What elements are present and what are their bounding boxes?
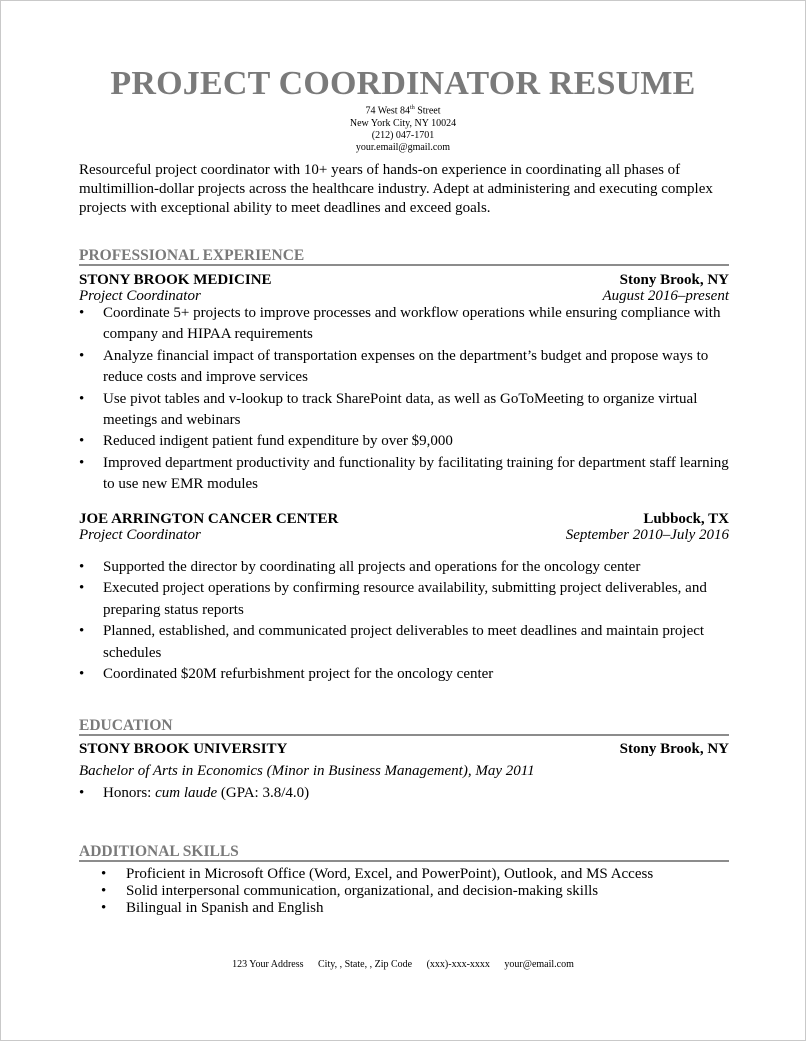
contact-street: 74 West 84th Street	[365, 105, 441, 117]
education-location: Stony Brook, NY	[619, 741, 729, 757]
job-1-bullets	[79, 303, 729, 496]
summary-paragraph: Resourceful project coordinator with 10+ years of hands-on experience in coordinating all phases of multimillion-dollar projects across the healthcare industry. Adept at administering and executing complex projects with exceptional ability to meet deadlines and exceed goals.	[79, 162, 713, 216]
section-heading-experience: PROFESSIONAL EXPERIENCE	[79, 247, 729, 266]
education-bullets	[79, 783, 729, 804]
list-item: • Coordinated $20M refurbishment project for the oncology center	[79, 664, 729, 685]
job-1-dates: August 2016–present	[602, 288, 729, 304]
list-item: • Coordinate 5+ projects to improve processes and workflow operations while ensuring compliance with company and HIPAA requirements	[79, 303, 729, 346]
section-heading-education: EDUCATION	[79, 717, 729, 736]
section-heading-skills: ADDITIONAL SKILLS	[79, 843, 729, 862]
job-2-header	[79, 511, 729, 528]
job-2-bullets	[79, 557, 729, 685]
list-item: • Planned, established, and communicated project deliverables to meet deadlines and maintain project schedules	[79, 621, 729, 664]
contact-block	[1, 102, 805, 154]
resume-title: PROJECT COORDINATOR RESUME	[110, 65, 696, 102]
list-item: • Honors: cum laude (GPA: 3.8/4.0)	[79, 783, 729, 804]
job-1-employer: STONY BROOK MEDICINE	[79, 272, 272, 288]
list-item: • Use pivot tables and v-lookup to track SharePoint data, as well as GoToMeeting to organize virtual meetings and webinars	[79, 389, 729, 432]
footer-email: your@email.com	[504, 959, 574, 970]
contact-phone: (212) 047-1701	[371, 129, 435, 141]
job-1-role: Project Coordinator	[79, 288, 201, 304]
job-2-subheader	[79, 527, 729, 544]
list-item: • Executed project operations by confirming resource availability, submitting project deliverables, and preparing status reports	[79, 578, 729, 621]
list-item: • Analyze financial impact of transportation expenses on the department’s budget and propose ways to reduce costs and improve services	[79, 346, 729, 389]
list-item: • Bilingual in Spanish and English	[101, 900, 729, 917]
contact-city: New York City, NY 10024	[349, 117, 457, 129]
education-degree-row	[79, 763, 729, 780]
list-item: • Solid interpersonal communication, organizational, and decision-making skills	[101, 883, 729, 900]
list-item: • Proficient in Microsoft Office (Word, Excel, and PowerPoint), Outlook, and MS Access	[101, 866, 729, 883]
education-degree: Bachelor of Arts in Economics (Minor in Business Management), May 2011	[79, 763, 535, 779]
job-2-employer: JOE ARRINGTON CANCER CENTER	[79, 511, 339, 527]
job-2-role: Project Coordinator	[79, 527, 201, 543]
list-item: • Supported the director by coordinating all projects and operations for the oncology center	[79, 557, 729, 578]
footer-city: City, , State, , Zip Code	[318, 959, 413, 970]
page-footer	[1, 959, 805, 970]
education-school: STONY BROOK UNIVERSITY	[79, 741, 288, 757]
education-header	[79, 741, 729, 758]
skills-list	[101, 866, 729, 917]
contact-email: your.email@gmail.com	[355, 141, 451, 153]
job-2-dates: September 2010–July 2016	[565, 527, 729, 543]
job-1-location: Stony Brook, NY	[619, 272, 729, 288]
footer-phone: (xxx)-xxx-xxxx	[426, 959, 490, 970]
list-item: • Improved department productivity and functionality by facilitating training for department staff learning to use new EMR modules	[79, 453, 729, 496]
footer-address: 123 Your Address	[232, 959, 304, 970]
list-item: • Reduced indigent patient fund expenditure by over $9,000	[79, 431, 729, 452]
job-1-header	[79, 272, 729, 289]
job-2-location: Lubbock, TX	[643, 511, 729, 527]
